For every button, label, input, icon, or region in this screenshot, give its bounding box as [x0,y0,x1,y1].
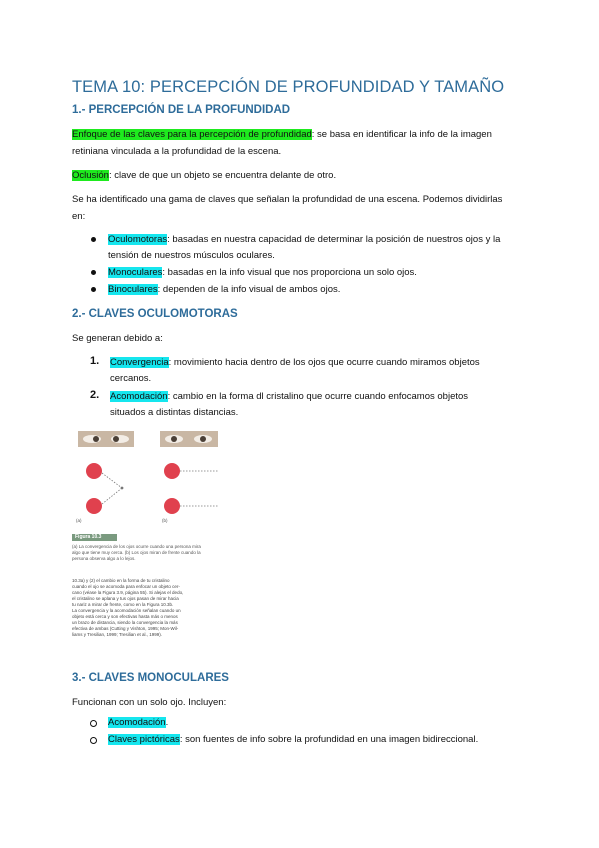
list-number: 1. [90,355,100,367]
figure-label-a: (a) [76,518,82,523]
highlight-acomodacion: Acomodación [110,391,168,402]
highlight-binoculares: Binoculares [108,284,158,295]
figure-body-line: cano (véase la Figura 3.9, página 55). Si alejas el dedo, [72,590,184,595]
list-item-claves-pictoricas [108,732,548,748]
figure-body-line: efectiva de ambas (Cutting y Vishton, 1995; Mon-Wil- [72,626,179,631]
text-enfoque-b: retiniana vinculada a la profundidad de la escena. [72,146,282,157]
bullet-dot [91,237,96,242]
paragraph-enfoque [72,126,532,160]
highlight-acomodacion-mono: Acomodación [108,717,166,728]
list-item-acomodacion [110,389,530,421]
highlight-monoculares: Monoculares [108,267,163,278]
list-item-binoculares [108,282,548,298]
text-oculomotoras: : basadas en nuestra capacidad de determinar la posición de nuestros ojos y la [167,234,501,245]
page-title: TEMA 10: PERCEPCIÓN DE PROFUNDIDAD Y TAMAÑO [72,78,505,96]
highlight-oculomotoras: Oculomotoras [108,234,168,245]
figure-body-text [72,578,220,638]
text-claves-pictoricas: : son fuentes de info sobre la profundidad en una imagen bidireccional. [179,734,479,745]
text-convergencia: : movimiento hacia dentro de los ojos que ocurre cuando miramos objetos [168,357,480,368]
text-gama-b: en: [72,211,86,222]
figure-body-line: cuando el ojo se acomoda para enfocar un objeto cer- [72,584,180,589]
figure-body-line: La convergencia y la acomodación señalan cuando un [72,608,181,613]
text-gama-a: Se ha identificado una gama de claves que señalan la profundidad de una escena. Podemos dividirlas [72,194,503,205]
highlight-claves-pictoricas: Claves pictóricas [108,734,180,745]
figure-label-b: (b) [162,518,168,523]
paragraph-gama [72,191,542,225]
section3-heading: 3.- CLAVES MONOCULARES [72,672,229,684]
text-oclusion: : clave de que un objeto se encuentra delante de otro. [108,170,337,181]
paragraph-funcionan: Funcionan con un solo ojo. Incluyen: [72,697,227,708]
figure-body-line: el cristalino se aplana y tus ojos pasan de mirar hacia [72,596,179,601]
figure-body-line: 10.3a) y (2) el cambio en la forma de tu cristalino [72,578,170,583]
section1-heading: 1.- PERCEPCIÓN DE LA PROFUNDIDAD [72,104,291,116]
figure-body-line: objeto está cerca y son efectivas hasta más o menos [72,614,178,619]
section2-heading: 2.- CLAVES OCULOMOTORAS [72,308,238,320]
figure-caption-title: Figura 10.3 [75,534,102,540]
bullet-circle [90,720,97,727]
list-number: 2. [90,389,100,401]
figure-body-line: un brazo de distancia, siendo la convergencia la más [72,620,178,625]
text-convergencia-2: cercanos. [110,373,152,384]
eyeball-top-a [86,463,102,479]
text-enfoque-a: : se basa en identificar la info de la imagen [311,129,492,140]
text-acomodacion-mono: . [165,717,169,728]
bullet-dot [91,270,96,275]
text-oculomotoras-2: tensión de nuestros músculos oculares. [108,250,275,261]
list-item-oculomotoras [108,232,548,264]
text-acomodacion-2: situados a distintas distancias. [110,407,239,418]
text-acomodacion: : cambio en la forma dl cristalino que ocurre cuando enfocamos objetos [167,391,469,402]
figure-eyes-illustration [72,428,222,528]
list-item-acomodacion-mono [108,715,538,731]
eyeball-bottom-b [164,498,180,514]
bullet-dot [91,287,96,292]
paragraph-se-generan: Se generan debido a: [72,333,163,344]
figure-body-line: tu nariz a mirar de frente, como en la Figura 10.3b. [72,602,174,607]
paragraph-oclusion [72,167,532,184]
highlight-enfoque: Enfoque de las claves para la percepción de profundidad [72,129,312,140]
eyeball-bottom-a [86,498,102,514]
figure-body-line: liams y Tresilian, 1999; Tresilian et al., 1999). [72,632,163,637]
text-monoculares: : basadas en la info visual que nos proporciona un solo ojos. [162,267,417,278]
figure-caption: (a) La convergencia de los ojos ocurre cuando una persona mira algo que tiene muy cerca. (b) Los ojos miran de frente cuando la persona observa algo a lo lejos. [72,544,201,561]
list-item-convergencia [110,355,530,387]
bullet-circle [90,737,97,744]
highlight-convergencia: Convergencia [110,357,169,368]
text-binoculares: : dependen de la info visual de ambos ojos. [157,284,341,295]
list-item-monoculares [108,265,548,281]
figure-convergence [72,428,222,666]
eyeball-top-b [164,463,180,479]
highlight-oclusion: Oclusión [72,170,109,181]
